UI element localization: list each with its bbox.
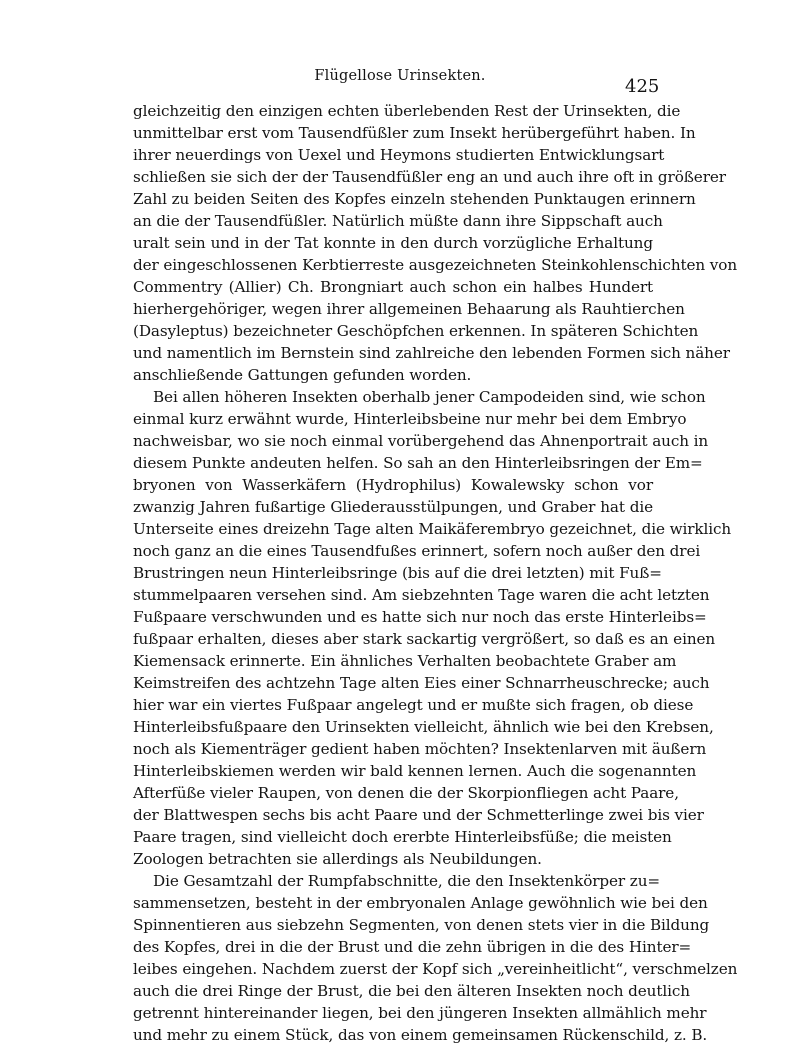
text-line: gleichzeitig den einzigen echten überlebenden Rest der Urinsekten, die: [133, 102, 681, 120]
text-line: Spinnentieren aus siebzehn Segmenten, von denen stets vier in die Bildung: [133, 916, 710, 934]
text-line: bryonen von Wasserkäfern (Hydrophilus) Kowalewsky schon vor: [133, 476, 653, 494]
text-line: uralt sein und in der Tat konnte in den durch vorzügliche Erhaltung: [133, 234, 653, 252]
text-line: anschließende Gattungen gefunden worden.: [133, 366, 472, 384]
text-line: diesem Punkte andeuten helfen. So sah an den Hinterleibsringen der Em=: [133, 454, 703, 472]
text-line: Zahl zu beiden Seiten des Kopfes einzeln stehenden Punktaugen erinnern: [133, 190, 696, 208]
text-line: Commentry (Allier) Ch. Brongniart auch schon ein halbes Hundert: [133, 278, 653, 296]
text-line: Zoologen betrachten sie allerdings als Neubildungen.: [133, 850, 542, 868]
text-line: schließen sie sich der der Tausendfüßler eng an und auch ihre oft in größerer: [133, 168, 726, 186]
text-line: des Kopfes, drei in die der Brust und die zehn übrigen in die des Hinter=: [133, 938, 692, 956]
text-line: hierhergehöriger, wegen ihrer allgemeinen Behaarung als Rauhtierchen: [133, 300, 685, 318]
text-line: sammensetzen, besteht in der embryonalen Anlage gewöhnlich wie bei den: [133, 894, 708, 912]
text-line: leibes eingehen. Nachdem zuerst der Kopf sich „vereinheitlicht“, verschmelzen: [133, 960, 738, 978]
text-line: nachweisbar, wo sie noch einmal vorübergehend das Ahnenportrait auch in: [133, 432, 709, 450]
text-line: Brustringen neun Hinterleibsringe (bis auf die drei letzten) mit Fuß=: [133, 564, 662, 582]
text-line: einmal kurz erwähnt wurde, Hinterleibsbeine nur mehr bei dem Embryo: [133, 410, 687, 428]
text-line: noch als Kiementräger gedient haben möchten? Insektenlarven mit äußern: [133, 740, 707, 758]
text-line: Fußpaare verschwunden und es hatte sich nur noch das erste Hinterleibs=: [133, 608, 707, 626]
page-number: 425: [625, 76, 660, 97]
text-line: stummelpaaren versehen sind. Am siebzehnten Tage waren die acht letzten: [133, 586, 710, 604]
text-line: hier war ein viertes Fußpaar angelegt und er mußte sich fragen, ob diese: [133, 696, 694, 714]
text-line: Die Gesamtzahl der Rumpfabschnitte, die den Insektenkörper zu=: [153, 872, 661, 890]
text-line: Kiemensack erinnerte. Ein ähnliches Verhalten beobachtete Graber am: [133, 652, 677, 670]
text-line: Keimstreifen des achtzehn Tage alten Eies einer Schnarrheuschrecke; auch: [133, 674, 710, 692]
text-line: zwanzig Jahren fußartige Gliederausstülpungen, und Graber hat die: [133, 498, 653, 516]
text-line: und namentlich im Bernstein sind zahlreiche den lebenden Formen sich näher: [133, 344, 730, 362]
text-line: auch die drei Ringe der Brust, die bei den älteren Insekten noch deutlich: [133, 982, 690, 1000]
text-line: Bei allen höheren Insekten oberhalb jener Campodeiden sind, wie schon: [153, 388, 706, 406]
text-line: der eingeschlossenen Kerbtierreste ausgezeichneten Steinkohlenschichten von: [133, 256, 738, 274]
running-head: Flügellose Urinsekten.: [314, 68, 486, 84]
text-line: und mehr zu einem Stück, das von einem gemeinsamen Rückenschild, z. B.: [133, 1026, 708, 1044]
text-line: ihrer neuerdings von Uexel und Heymons studierten Entwicklungsart: [133, 146, 665, 164]
text-line: noch ganz an die eines Tausendfußes erinnert, sofern noch außer den drei: [133, 542, 701, 560]
text-line: (Dasyleptus) bezeichneter Geschöpfchen erkennen. In späteren Schichten: [133, 322, 699, 340]
body-text: [133, 100, 738, 1046]
text-line: an die der Tausendfüßler. Natürlich müßte dann ihre Sippschaft auch: [133, 212, 663, 230]
text-line: Afterfüße vieler Raupen, von denen die der Skorpionfliegen acht Paare,: [133, 784, 679, 802]
text-line: unmittelbar erst vom Tausendfüßler zum Insekt herübergeführt haben. In: [133, 124, 696, 142]
text-line: getrennt hintereinander liegen, bei den jüngeren Insekten allmählich mehr: [133, 1004, 707, 1022]
text-line: Hinterleibskiemen werden wir bald kennen lernen. Auch die sogenannten: [133, 762, 697, 780]
text-line: Paare tragen, sind vielleicht doch ererbte Hinterleibsfüße; die meisten: [133, 828, 672, 846]
text-line: Hinterleibsfußpaare den Urinsekten vielleicht, ähnlich wie bei den Krebsen,: [133, 718, 714, 736]
text-line: Unterseite eines dreizehn Tage alten Maikäferembryo gezeichnet, die wirklich: [133, 520, 732, 538]
text-line: der Blattwespen sechs bis acht Paare und der Schmetterlinge zwei bis vier: [133, 806, 704, 824]
text-line: fußpaar erhalten, dieses aber stark sackartig vergrößert, so daß es an einen: [133, 630, 716, 648]
